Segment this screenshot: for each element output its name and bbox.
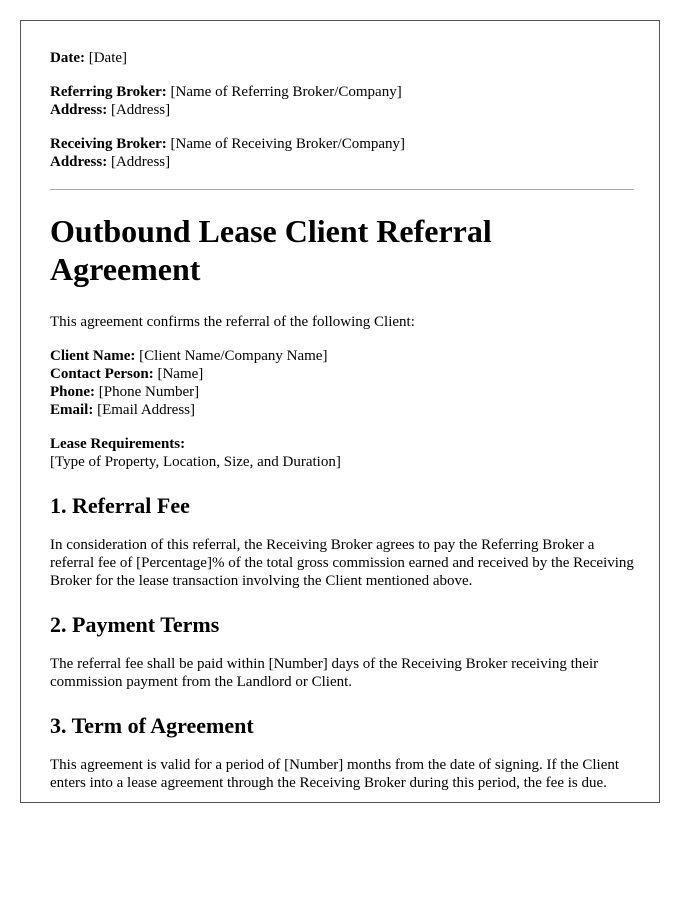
email-label: Email:: [50, 402, 94, 418]
phone-line: [50, 383, 634, 401]
header-divider: [50, 189, 634, 190]
receiving-address-label: Address:: [50, 154, 108, 170]
client-details-block: [50, 347, 634, 419]
intro-text: This agreement confirms the referral of the following Client:: [50, 314, 415, 330]
referring-address-line: [50, 101, 634, 119]
document-content: [50, 49, 634, 792]
receiving-address-value: [Address]: [110, 154, 171, 170]
client-name-value: [Client Name/Company Name]: [139, 348, 328, 364]
email-line: [50, 401, 634, 419]
phone-value: [Phone Number]: [98, 384, 200, 400]
contact-person-label: Contact Person:: [50, 366, 154, 382]
receiving-broker-line: [50, 135, 634, 153]
referring-broker-value: [Name of Referring Broker/Company]: [170, 84, 402, 100]
section-body-payment-terms: The referral fee shall be paid within [Number] days of the Receiving Broker receiving their commission payment from the Landlord or Client.: [50, 656, 599, 690]
date-value: [Date]: [88, 50, 128, 66]
receiving-broker-value: [Name of Receiving Broker/Company]: [170, 136, 406, 152]
date-line: [50, 49, 634, 67]
lease-requirements-block: [50, 435, 634, 471]
referring-address-value: [Address]: [110, 102, 171, 118]
referring-broker-label: Referring Broker:: [50, 84, 167, 100]
client-name-line: [50, 347, 634, 365]
receiving-broker-label: Receiving Broker:: [50, 136, 167, 152]
page-title: Outbound Lease Client Referral Agreement: [50, 213, 492, 287]
section-heading-payment-terms: 2. Payment Terms: [50, 612, 220, 637]
referring-broker-line: [50, 83, 634, 101]
referring-broker-block: [50, 83, 634, 119]
section-heading-term-of-agreement: 3. Term of Agreement: [50, 713, 254, 738]
receiving-broker-block: [50, 135, 634, 171]
section-heading-referral-fee: 1. Referral Fee: [50, 493, 190, 518]
lease-requirements-label: Lease Requirements:: [50, 436, 186, 452]
email-value: [Email Address]: [97, 402, 195, 418]
section-body-referral-fee: In consideration of this referral, the Receiving Broker agrees to pay the Referring Broker a referral fee of [Percentage]% of the total gross commission earned and received by the Receiving Broker for the lease transaction involving the Client mentioned above.: [50, 537, 634, 589]
phone-label: Phone:: [50, 384, 95, 400]
receiving-address-line: [50, 153, 634, 171]
section-body-term-of-agreement: This agreement is valid for a period of [Number] months from the date of signing. If the Client enters into a lease agreement through the Receiving Broker during this period, the fee is due.: [50, 757, 620, 791]
date-label: Date:: [50, 50, 85, 66]
referring-address-label: Address:: [50, 102, 108, 118]
client-name-label: Client Name:: [50, 348, 136, 364]
contact-person-line: [50, 365, 634, 383]
document-page: [20, 20, 660, 803]
lease-requirements-value: [Type of Property, Location, Size, and Duration]: [50, 454, 341, 470]
contact-person-value: [Name]: [157, 366, 204, 382]
